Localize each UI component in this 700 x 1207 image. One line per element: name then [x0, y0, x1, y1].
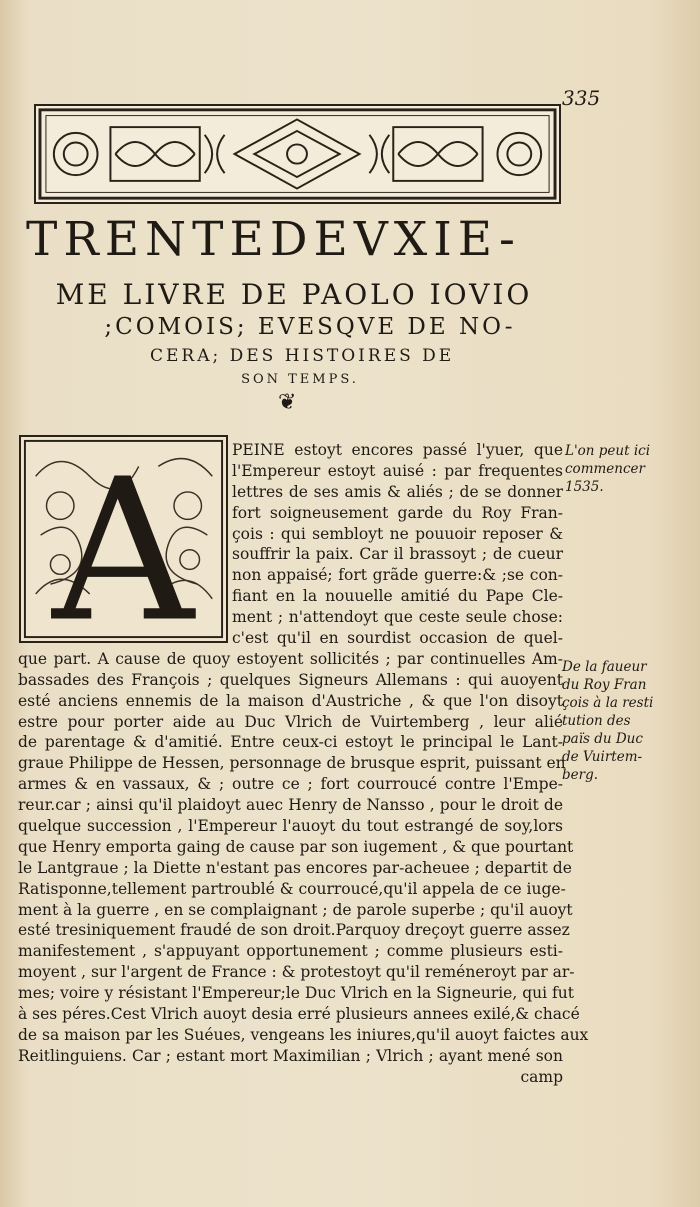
- body-line: souffrir la paix. Car il brassoyt ; de cueur: [232, 545, 563, 564]
- svg-text:A: A: [52, 437, 194, 641]
- ornamental-headpiece: [34, 104, 561, 204]
- margin-note-2: [562, 658, 653, 784]
- body-line: Ratisponne,tellement partroublé & courroucé,qu'il appela de ce iuge-: [18, 879, 566, 898]
- body-line: que part. A cause de quoy estoyent sollicités ; par continuelles Am-: [18, 649, 563, 668]
- margin-note-line: berg.: [562, 767, 599, 783]
- fleuron-icon: ❦: [278, 390, 297, 415]
- margin-note-line: païs du Duc: [562, 731, 643, 747]
- body-line: lettres de ses amis & aliés ; de se donner: [232, 482, 563, 501]
- title-line-3: ;COMOIS; EVESQVE DE NO-: [104, 314, 516, 340]
- body-line: esté tresiniquement fraudé de son droit.Parquoy dreçoyt guerre assez: [18, 921, 570, 940]
- body-line: c'est qu'il en sourdist occasion de quel-: [232, 629, 563, 648]
- body-line: mes; voire y résistant l'Empereur;le Duc Vlrich en la Signeurie, qui fut: [18, 984, 574, 1003]
- body-line: fiant en la nouuelle amitié du Pape Cle-: [232, 587, 563, 606]
- body-line: à ses péres.Cest Vlrich auoyt desia erré plusieurs annees exilé,& chacé: [18, 1005, 580, 1024]
- body-line: reur.car ; ainsi qu'il plaidoyt auec Henry de Nansso , pour le droit de: [18, 796, 563, 815]
- body-line: quelque succession , l'Empereur l'auoyt du tout estrangé de soy,lors: [18, 817, 563, 836]
- page-number: 335: [562, 86, 601, 110]
- body-line: Reitlinguiens. Car ; estant mort Maximilian ; Vlrich ; ayant mené son: [18, 1046, 563, 1065]
- body-line: manifestement , s'appuyant opportunement ; comme plusieurs esti-: [18, 942, 563, 961]
- body-line: ment ; n'attendoyt que ceste seule chose:: [232, 608, 563, 627]
- body-line: de parentage & d'amitié. Entre ceux-ci estoyt le principal le Lant-: [18, 733, 563, 752]
- title-line-2: ME LIVRE DE PAOLO IOVIO: [55, 278, 533, 311]
- body-line: graue Philippe de Hessen, personnage de brusque esprit, puissant en: [18, 754, 566, 773]
- body-line: ment à la guerre , en se complaignant ; de parole superbe ; qu'il auoyt: [18, 900, 573, 919]
- margin-note-line: çois à la resti: [562, 695, 654, 711]
- body-line: esté anciens ennemis de la maison d'Austriche , & que l'on disoyt: [18, 691, 563, 710]
- title-line-5: SON TEMPS.: [241, 372, 359, 387]
- body-line: bassades des François ; quelques Signeurs Allemans : qui auoyent: [18, 670, 563, 689]
- margin-note-line: L'on peut ici: [565, 443, 651, 459]
- title-line-1: TRENTEDEVXIE-: [26, 212, 521, 267]
- body-line: non appaisé; fort grãde guerre:& ;se con-: [232, 566, 563, 585]
- body-line: fort soigneusement garde du Roy Fran-: [232, 503, 563, 522]
- body-line: estre pour porter aide au Duc Vlrich de Vuirtemberg , leur alié: [18, 712, 563, 731]
- body-line: armes & en vassaux, & ; outre ce ; fort courroucé contre l'Empe-: [18, 775, 563, 794]
- margin-note-line: 1535.: [565, 479, 604, 495]
- margin-note-line: tution des: [562, 713, 631, 729]
- margin-note-line: du Roy Fran: [562, 677, 647, 693]
- title-line-4: CERA; DES HISTOIRES DE: [150, 346, 455, 366]
- margin-note-1: [565, 442, 650, 496]
- headpiece-ornament-icon: [36, 106, 559, 202]
- body-line: de sa maison par les Suéues, vengeans les iniures,qu'il auoyt faictes aux: [18, 1025, 589, 1044]
- margin-note-line: De la faueur: [562, 659, 647, 675]
- body-line: le Lantgraue ; la Diette n'estant pas encores par-acheuee ; departit de: [18, 858, 572, 877]
- margin-note-line: commencer: [565, 461, 645, 477]
- margin-note-line: de Vuirtem-: [562, 749, 643, 765]
- body-line: l'Empereur estoyt auisé : par frequentes: [232, 461, 563, 480]
- body-line: que Henry emporta gaing de cause par son iugement , & que pourtant: [18, 837, 574, 856]
- body-line: moyent , sur l'argent de France : & protestoyt qu'il reméneroyt par ar-: [18, 963, 575, 982]
- body-line: çois : qui sembloyt ne pouuoir reposer &: [232, 524, 563, 543]
- catchword: camp: [520, 1067, 563, 1086]
- body-line: PEINE estoyt encores passé l'yuer, que: [232, 441, 563, 459]
